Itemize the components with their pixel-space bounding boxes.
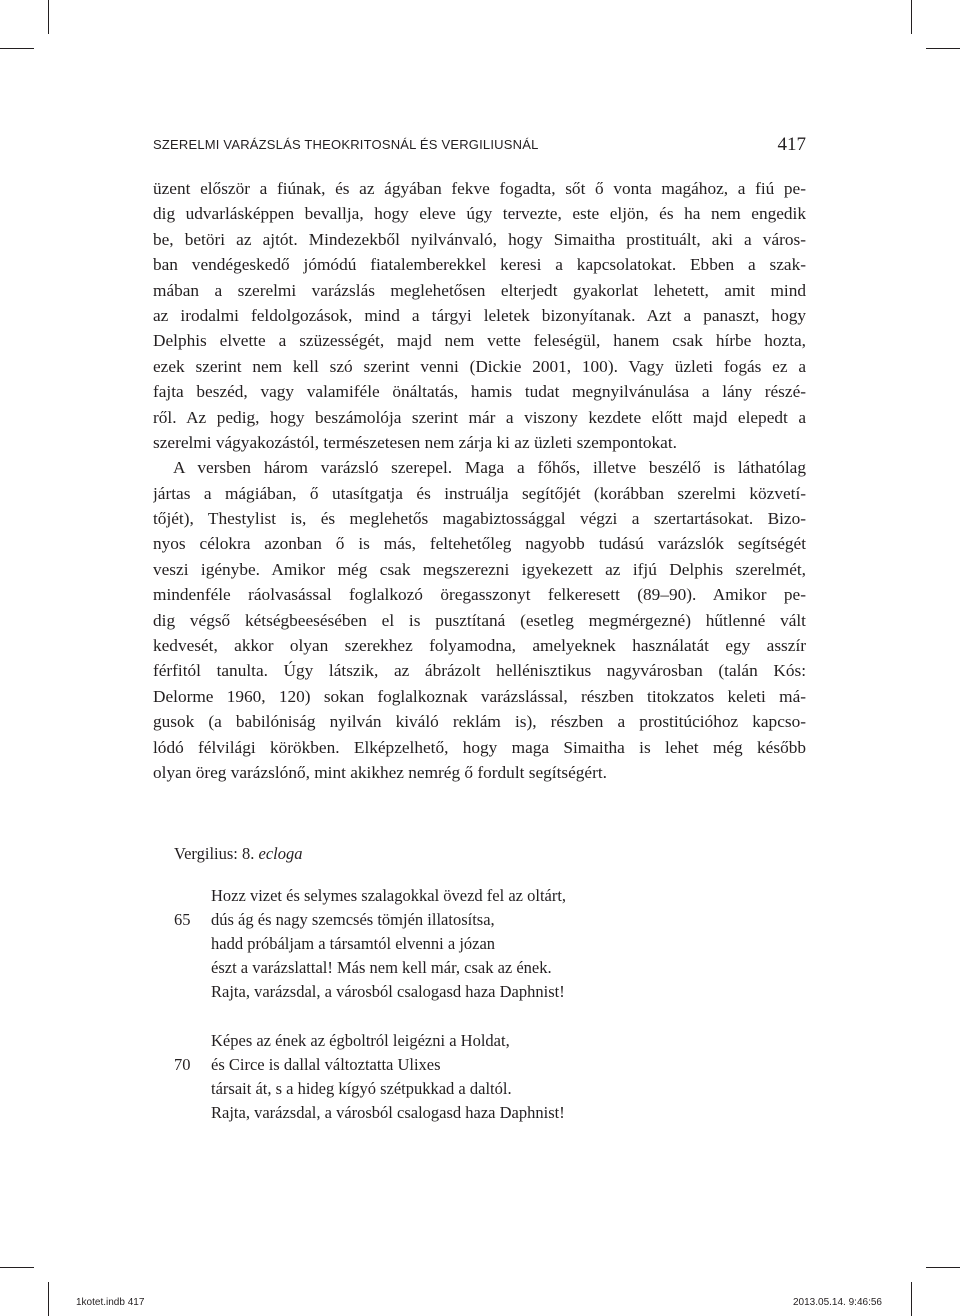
crop-mark <box>48 0 49 34</box>
body-line: ban vendégeskedő jómódú fiatalemberekkel keresi a kapcsolatokat. Ebben a szak- <box>153 255 806 275</box>
body-line: A versben három varázsló szerepel. Maga a főhős, illetve beszélő is láthatólag <box>173 458 806 478</box>
poem-stanza <box>174 884 674 1004</box>
body-line: férfitól tanulta. Úgy látszik, az ábrázolt hellénisztikus nagyvárosban (talán Kós: <box>153 661 806 681</box>
body-line: ről. Az pedig, hogy beszámolója szerint már a viszony kezdete előtt majd elepedt a <box>153 407 806 427</box>
body-line: fajta beszéd, vagy valamiféle önáltatás, hamis tudat megnyilvánulása a lány részé- <box>153 382 806 402</box>
crop-mark <box>911 1282 912 1316</box>
running-title: SZERELMI VARÁZSLÁS THEOKRITOSNÁL ÉS VERGILIUSNÁL <box>153 137 539 152</box>
body-line: üzent először a fiúnak, és az ágyában fekve fogadta, sőt ő vonta magához, a fiú pe- <box>153 179 806 198</box>
verse-line <box>174 1029 674 1053</box>
verse-text: Képes az ének az égboltról leigézni a Holdat, <box>211 1031 510 1050</box>
line-number: 70 <box>174 1055 191 1075</box>
verse-text: és Circe is dallal változtatta Ulixes <box>211 1055 441 1075</box>
slug-datetime: 2013.05.14. 9:46:56 <box>793 1297 882 1308</box>
body-line: szerelmi vágyakozástól, természetesen nem zárja ki az üzleti szempontokat. <box>153 432 677 452</box>
body-line: Delphis elvette a szüzességét, majd nem vette feleségül, hanem csak hírbe hozta, <box>153 331 806 351</box>
verse-text: társait át, s a hideg kígyó szétpukkad a daltól. <box>211 1079 512 1099</box>
verse-text: dús ág és nagy szemcsés tömjén illatosítsa, <box>211 910 495 930</box>
body-line: be, betöri az ajtót. Mindezekből nyilvánvaló, hogy Simaitha prostituált, aki a város- <box>153 229 806 249</box>
line-number: 65 <box>174 910 191 930</box>
body-line: dig udvarlásképpen bevallja, hogy eleve úgy tervezte, este eljön, és ha nem engedik <box>153 204 806 224</box>
crop-mark <box>911 0 912 34</box>
crop-mark <box>48 1282 49 1316</box>
poem-title-italic: ecloga <box>258 844 303 863</box>
verse-line <box>174 1101 674 1125</box>
body-text <box>153 176 806 785</box>
verse-text: észt a varázslattal! Más nem kell már, csak az ének. <box>211 958 552 978</box>
verse-text: Rajta, varázsdal, a városból csalogasd haza Daphnist! <box>211 982 565 1002</box>
body-line: dig végső kétségbeesésében el is pusztítaná (esetleg megmérgezné) hűtlenné vált <box>153 610 806 630</box>
body-line: nyos célokra azonban ő is más, feltehetőleg nagyobb tudású varázslók segítségét <box>153 534 806 554</box>
poem-stanza <box>174 1029 674 1125</box>
verse-text: Hozz vizet és selymes szalagokkal övezd fel az oltárt, <box>211 886 567 905</box>
crop-mark <box>0 48 34 49</box>
poem-title <box>174 844 302 864</box>
verse-line <box>174 980 674 1004</box>
crop-mark <box>0 1267 34 1268</box>
body-line: ezek szerint nem kell szó szerint venni (Dickie 2001, 100). Vagy üzleti fogás ez a <box>153 356 806 376</box>
poem-title-prefix: Vergilius: 8. <box>174 844 259 863</box>
verse-line <box>174 884 674 908</box>
body-line: olyan öreg varázslónő, mint akikhez nemrég ő fordult segítségért. <box>153 762 607 782</box>
crop-mark <box>926 1267 960 1268</box>
body-line: mában a szerelmi varázslás meglehetősen elterjedt gyakorlat lehetett, amit mind <box>153 280 806 300</box>
body-line: gusok (a babilóniság nyilván kiváló reklám is), részben a prostitúcióhoz kapcso- <box>153 712 806 732</box>
running-header <box>153 134 806 156</box>
verse-line <box>174 1053 674 1077</box>
body-line: jártas a mágiában, ő utasítgatja és instruálja segítőjét (korábban szerelmi közvetí- <box>153 483 806 503</box>
body-line: kedvesét, akkor olyan szerekhez folyamodna, amelyeknek használatát egy asszír <box>153 636 806 656</box>
body-line: veszi igénybe. Amikor még csak megszerezni igyekezett az ifjú Delphis szerelmét, <box>153 559 806 579</box>
verse-text: hadd próbáljam a társamtól elvenni a józan <box>211 934 496 954</box>
verse-text: Rajta, varázsdal, a városból csalogasd haza Daphnist! <box>211 1103 565 1123</box>
crop-mark <box>926 48 960 49</box>
body-line: lódó félvilági körökben. Elképzelhető, hogy maga Simaitha is lehet még később <box>153 737 806 757</box>
verse-line <box>174 956 674 980</box>
body-line: tőjét), Thestylist is, és meglehetős magabiztossággal végzi a szertartásokat. Bizo- <box>153 509 806 529</box>
page-number: 417 <box>777 134 806 155</box>
body-line: mindenféle ráolvasással foglalkozó öregasszonyt felkeresett (89–90). Amikor pe- <box>153 585 806 605</box>
body-line: az irodalmi feldolgozások, mind a tárgyi leletek bizonyítanak. Azt a panaszt, hogy <box>153 305 806 325</box>
body-line: Delorme 1960, 120) sokan foglalkoznak varázslással, részben titokzatos keleti má- <box>153 686 806 706</box>
verse-line <box>174 908 674 932</box>
verse-line <box>174 1077 674 1101</box>
verse-line <box>174 932 674 956</box>
slug-file: 1kotet.indb 417 <box>76 1297 145 1308</box>
